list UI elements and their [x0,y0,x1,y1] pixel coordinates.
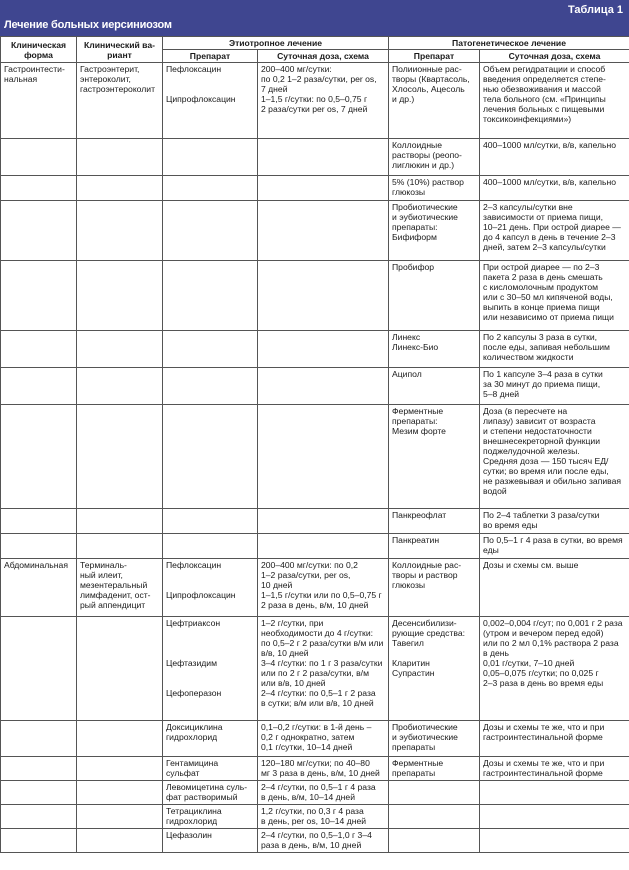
cell-etio-dose [258,331,389,368]
cell-form [1,781,77,805]
cell-etio-dose [258,509,389,534]
table-row [1,331,629,368]
cell-path-drug: Полиионные рас- творы (Квартасоль, Хлосоль, Ацесоль и др.) [389,63,480,139]
table-row [1,617,629,721]
cell-variant [77,829,163,853]
table-body [1,63,629,853]
header-pathogen: Патогенетическое лечение [389,37,629,50]
table-row [1,261,629,331]
cell-path-dose: Дозы и схемы те же, что и при гастроинтестинальной форме [480,757,629,781]
cell-form: Абдоминальная [1,559,77,617]
cell-path-drug: Коллоидные растворы (реопо- лиглюкин и др.) [389,139,480,176]
cell-path-drug: 5% (10%) раствор глюкозы [389,176,480,201]
cell-etio-dose [258,201,389,261]
cell-form [1,405,77,509]
cell-path-drug [389,781,480,805]
cell-variant [77,805,163,829]
table-row [1,509,629,534]
cell-variant: Терминаль- ный илеит, мезентеральный лимфаденит, ост- рый аппендицит [77,559,163,617]
cell-variant [77,721,163,757]
cell-variant [77,781,163,805]
cell-etio-drug [163,331,258,368]
table-row [1,721,629,757]
table-row [1,757,629,781]
cell-path-dose: По 2 капсулы 3 раза в сутки, после еды, запивая небольшим количеством жидкости [480,331,629,368]
cell-etio-dose: 1–2 г/сутки, при необходимости до 4 г/сутки: по 0,5–2 г 2 раза/сутки в/м или в/в, 10 дней 3–4 г/сутки: по 1 г 3 раза/сутки или по 2 г 2 раза/сутки, в/м или в/в, 10 дней 2–4 г/сутки: по 0,5–1 г 2 раза в сутки; в/м или в/в, 10 дней [258,617,389,721]
cell-etio-drug: Левомицетина суль- фат растворимый [163,781,258,805]
cell-etio-drug: Пефлоксацин Ципрофлоксацин [163,559,258,617]
cell-form [1,534,77,559]
cell-variant [77,757,163,781]
cell-etio-dose [258,139,389,176]
table-row [1,201,629,261]
cell-etio-drug [163,534,258,559]
cell-etio-drug [163,139,258,176]
table-header-bar [0,0,629,36]
cell-path-drug: Аципол [389,368,480,405]
cell-variant [77,139,163,176]
cell-variant [77,617,163,721]
cell-path-dose: По 1 капсуле 3–4 раза в сутки за 30 минут до приема пищи, 5–8 дней [480,368,629,405]
cell-etio-dose [258,176,389,201]
cell-variant [77,331,163,368]
table-number: Таблица 1 [567,4,623,16]
cell-etio-dose: 2–4 г/сутки, по 0,5–1,0 г 3–4 раза в день, в/м, 10 дней [258,829,389,853]
cell-path-drug: Пробиотические и эубиотические препараты: Бифиформ [389,201,480,261]
cell-form [1,201,77,261]
cell-etio-dose [258,405,389,509]
cell-etio-drug: Тетрациклина гидрохлорид [163,805,258,829]
table-row [1,829,629,853]
cell-form [1,509,77,534]
cell-path-drug: Пробиотические и эубиотические препараты [389,721,480,757]
cell-etio-drug: Гентамицина сульфат [163,757,258,781]
cell-etio-drug: Цефазолин [163,829,258,853]
header-path-dose: Суточная доза, схема [480,50,629,63]
cell-etio-dose: 2–4 г/сутки, по 0,5–1 г 4 раза в день, в/м, 10–14 дней [258,781,389,805]
cell-path-drug: Коллоидные рас- творы и раствор глюкозы [389,559,480,617]
cell-etio-drug [163,201,258,261]
cell-path-dose [480,781,629,805]
cell-path-dose: 400–1000 мл/сутки, в/в, капельно [480,139,629,176]
table-row [1,805,629,829]
cell-form [1,368,77,405]
cell-form [1,261,77,331]
cell-etio-drug [163,509,258,534]
cell-variant [77,176,163,201]
cell-form [1,617,77,721]
cell-form [1,721,77,757]
cell-etio-dose [258,368,389,405]
cell-path-dose: По 0,5–1 г 4 раза в сутки, во время еды [480,534,629,559]
cell-form [1,139,77,176]
cell-path-drug: Ферментные препараты [389,757,480,781]
cell-etio-drug: Доксициклина гидрохлорид [163,721,258,757]
cell-form: Гастроинтести- нальная [1,63,77,139]
cell-etio-drug [163,261,258,331]
cell-etio-dose: 1,2 г/сутки, по 0,3 г 4 раза в день, per os, 10–14 дней [258,805,389,829]
cell-variant: Гастроэнтерит, энтероколит, гастроэнтероколит [77,63,163,139]
cell-variant [77,509,163,534]
cell-etio-dose [258,261,389,331]
cell-etio-drug [163,368,258,405]
cell-path-drug: Ферментные препараты: Мезим форте [389,405,480,509]
table-row [1,368,629,405]
cell-etio-dose: 0,1–0,2 г/сутки: в 1-й день – 0,2 г однократно, затем 0,1 г/сутки, 10–14 дней [258,721,389,757]
table-row [1,405,629,509]
cell-etio-dose: 120–180 мг/сутки; по 40–80 мг 3 раза в день, в/м, 10 дней [258,757,389,781]
cell-form [1,829,77,853]
header-etio-drug: Препарат [163,50,258,63]
cell-path-drug: Панкреофлат [389,509,480,534]
cell-path-dose: 0,002–0,004 г/сут; по 0,001 г 2 раза (утром и вечером перед едой) или по 2 мл 0,1% раствора 2 раза в день 0,01 г/сутки, 7–10 дней 0,05–0,075 г/сутки; по 0,025 г 2–3 раза в день во время еды [480,617,629,721]
table-row [1,63,629,139]
cell-etio-drug: Пефлоксацин Ципрофлоксацин [163,63,258,139]
cell-form [1,331,77,368]
cell-path-dose [480,805,629,829]
cell-etio-drug [163,405,258,509]
treatment-table [0,36,629,853]
table-row [1,559,629,617]
table-row [1,781,629,805]
cell-path-dose: При острой диарее — по 2–3 пакета 2 раза в день смешать с кисломолочным продуктом или с 30–50 мл кипяченой воды, выпить в конце приема пищи или независимо от приема пищи [480,261,629,331]
cell-etio-dose: 200–400 мг/сутки: по 0,2 1–2 раза/сутки, per os, 10 дней 1–1,5 г/сутки или по 0,5–0,75 г 2 раза в день, в/м, 10 дней [258,559,389,617]
cell-path-dose [480,829,629,853]
cell-variant [77,261,163,331]
cell-path-drug: Линекс Линекс-Био [389,331,480,368]
cell-variant [77,368,163,405]
cell-variant [77,201,163,261]
cell-variant [77,405,163,509]
cell-path-dose: 400–1000 мл/сутки, в/в, капельно [480,176,629,201]
cell-etio-dose [258,534,389,559]
cell-form [1,757,77,781]
cell-variant [77,534,163,559]
cell-path-drug: Десенсибилизи- рующие средства: Тавегил Кларитин Супрастин [389,617,480,721]
cell-form [1,176,77,201]
cell-form [1,805,77,829]
header-form: Клиническая форма [1,37,77,63]
cell-etio-drug [163,176,258,201]
header-path-drug: Препарат [389,50,480,63]
table-row [1,534,629,559]
cell-path-dose: Объем регидратации и способ введения определяется степе- нью обезвоживания и массой тела больного (см. «Принципы лечения больных с пищевыми токсикоинфекциями») [480,63,629,139]
table-row [1,139,629,176]
table-caption: Лечение больных иерсиниозом [4,19,172,31]
cell-path-drug [389,829,480,853]
header-variant: Клинический ва- риант [77,37,163,63]
cell-path-dose: 2–3 капсулы/сутки вне зависимости от приема пищи, 10–21 день. При острой диарее — до 4 капсул в день в течение 2–3 дней, затем 2–3 капсулы/сутки [480,201,629,261]
cell-path-dose: По 2–4 таблетки 3 раза/сутки во время еды [480,509,629,534]
table-row [1,176,629,201]
cell-path-dose: Доза (в пересчете на липазу) зависит от возраста и степени недостаточности внешнесекреторной функции поджелудочной железы. Средняя доза — 150 тысяч ЕД/ сутки; во время или после еды, не разжевывая и обильно запивая водой [480,405,629,509]
cell-path-dose: Дозы и схемы см. выше [480,559,629,617]
cell-path-drug [389,805,480,829]
cell-path-drug: Пробифор [389,261,480,331]
header-etio: Этиотропное лечение [163,37,389,50]
cell-etio-drug: Цефтриаксон Цефтазидим Цефоперазон [163,617,258,721]
cell-path-drug: Панкреатин [389,534,480,559]
cell-path-dose: Дозы и схемы те же, что и при гастроинтестинальной форме [480,721,629,757]
cell-etio-dose: 200–400 мг/сутки: по 0,2 1–2 раза/сутки, per os, 7 дней 1–1,5 г/сутки: по 0,5–0,75 г 2 раза/сутки per os, 7 дней [258,63,389,139]
header-etio-dose: Суточная доза, схема [258,50,389,63]
